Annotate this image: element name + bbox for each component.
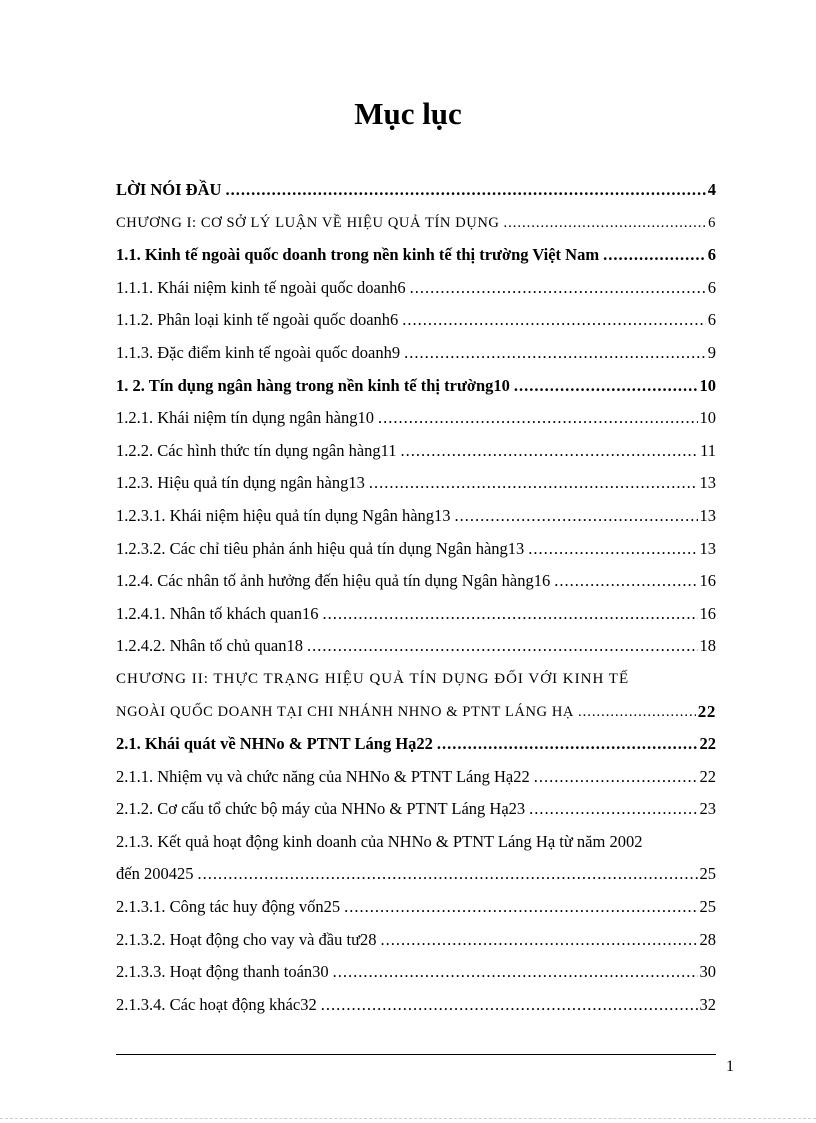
toc-dot-leader	[344, 897, 697, 917]
toc-entry-page: 9	[707, 342, 716, 362]
toc-entry-text: 1.2.4.1. Nhân tố khách quan16	[116, 603, 319, 623]
toc-entry-chapter2-line1[interactable]: CHƯƠNG II: THỰC TRẠNG HIỆU QUẢ TÍN DỤNG ĐỐI VỚI KINH TẾ	[116, 670, 630, 687]
toc-entry-text: 1.2.4.2. Nhân tố chủ quan18	[116, 636, 303, 656]
toc-entry[interactable]	[116, 180, 716, 213]
toc-entry-page: 6	[707, 310, 716, 330]
toc-entry-page: 13	[699, 505, 716, 525]
toc-entry-page: 25	[699, 897, 716, 917]
toc-entry[interactable]	[116, 767, 716, 800]
toc-entry-text: NGOÀI QUỐC DOANH TẠI CHI NHÁNH NHNO & PTNT LÁNG HẠ	[116, 703, 574, 720]
toc-dot-leader	[323, 604, 698, 624]
toc-entry-page: 13	[699, 538, 716, 558]
toc-entry-text: 2.1.3.3. Hoạt động thanh toán30	[116, 962, 329, 982]
toc-entry-page: 6	[707, 245, 716, 265]
toc-entry-page: 4	[707, 180, 716, 199]
toc-entry-page: 13	[699, 473, 716, 493]
toc-dot-leader	[578, 702, 696, 722]
toc-entry-text: 1.2.2. Các hình thức tín dụng ngân hàng11	[116, 440, 397, 460]
page-break-line	[0, 1118, 816, 1119]
toc-dot-leader	[369, 473, 698, 493]
toc-dot-leader	[534, 767, 698, 787]
toc-entry[interactable]	[116, 376, 716, 409]
toc-entry-text: LỜI NÓI ĐẦU	[116, 180, 222, 199]
toc-entry-text: 1.1.3. Đặc điểm kinh tế ngoài quốc doanh9	[116, 342, 401, 362]
toc-entry[interactable]	[116, 962, 716, 995]
toc-entry-text: 1.1. Kinh tế ngoài quốc doanh trong nền kinh tế thị trường Việt Nam	[116, 245, 600, 265]
toc-entry-text: 1.2.3.1. Khái niệm hiệu quả tín dụng Ngân hàng13	[116, 505, 451, 525]
toc-entry[interactable]	[116, 408, 716, 441]
toc-dot-leader	[225, 180, 705, 200]
toc-entry-chapter2-line2[interactable]	[116, 702, 716, 735]
toc-entry-2-1-3-line1[interactable]: 2.1.3. Kết quả hoạt động kinh doanh của NHNo & PTNT Láng Hạ từ năm 2002	[116, 831, 643, 851]
toc-entry-page: 30	[699, 962, 716, 982]
toc-entry-page: 10	[699, 408, 716, 428]
toc-entry-page: 22	[697, 701, 716, 721]
toc-entry[interactable]	[116, 897, 716, 930]
toc-entry-text: 1.1.2. Phân loại kinh tế ngoài quốc doanh6	[116, 310, 399, 330]
toc-dot-leader	[455, 506, 698, 526]
toc-entry-page: 22	[699, 766, 716, 786]
toc-entry-text: 2.1.2. Cơ cấu tổ chức bộ máy của NHNo & PTNT Láng Hạ23	[116, 799, 526, 819]
toc-entry[interactable]	[116, 441, 716, 474]
toc-dot-leader	[401, 441, 699, 461]
toc-entry[interactable]	[116, 310, 716, 343]
toc-dot-leader	[402, 310, 705, 330]
toc-entry[interactable]	[116, 473, 716, 506]
toc-entry[interactable]	[116, 604, 716, 637]
toc-entry-page: 6	[707, 277, 716, 297]
toc-entry-text: đến 200425	[116, 864, 194, 884]
toc-entry[interactable]	[116, 213, 716, 246]
toc-entry[interactable]	[116, 636, 716, 669]
toc-entry-2-1-3-line2[interactable]	[116, 864, 716, 897]
toc-entry-text: 1.1.1. Khái niệm kinh tế ngoài quốc doanh6	[116, 277, 406, 297]
toc-entry-page: 18	[699, 636, 716, 656]
toc-entry[interactable]	[116, 278, 716, 311]
toc-entry-text: 2.1.3.2. Hoạt động cho vay và đầu tư28	[116, 929, 377, 949]
toc-entry[interactable]	[116, 343, 716, 376]
toc-entry-page: 16	[699, 603, 716, 623]
toc-entry[interactable]	[116, 245, 716, 278]
toc-entry-page: 28	[699, 929, 716, 949]
toc-dot-leader	[333, 962, 698, 982]
toc-entry[interactable]	[116, 734, 716, 767]
toc-entry-page: 22	[699, 734, 716, 754]
toc-dot-leader	[404, 343, 706, 363]
toc-dot-leader	[197, 864, 697, 884]
toc-entry-text: 2.1.1. Nhiệm vụ và chức năng của NHNo & PTNT Láng Hạ22	[116, 766, 530, 786]
toc-entry-text: CHƯƠNG I: CƠ SỞ LÝ LUẬN VỀ HIỆU QUẢ TÍN DỤNG	[116, 214, 500, 231]
page-number: 1	[726, 1058, 734, 1075]
toc-dot-leader	[529, 799, 697, 819]
toc-dot-leader	[503, 213, 706, 233]
table-of-contents	[116, 180, 716, 1027]
toc-entry-page: 6	[708, 214, 716, 231]
toc-dot-leader	[603, 245, 706, 265]
toc-entry-text: 1.2.4. Các nhân tố ảnh hưởng đến hiệu quả tín dụng Ngân hàng16	[116, 571, 551, 591]
toc-entry[interactable]	[116, 995, 716, 1028]
toc-dot-leader	[307, 636, 698, 656]
toc-entry-page: 16	[699, 571, 716, 591]
toc-entry-page: 10	[699, 375, 716, 395]
toc-entry-page: 25	[699, 864, 716, 884]
toc-entry-page: 23	[699, 799, 716, 819]
toc-entry-text: 1.2.3. Hiệu quả tín dụng ngân hàng13	[116, 473, 365, 493]
toc-dot-leader	[378, 408, 697, 428]
toc-dot-leader	[321, 995, 698, 1015]
toc-entry-text: 1.2.1. Khái niệm tín dụng ngân hàng10	[116, 408, 375, 428]
toc-entry[interactable]	[116, 799, 716, 832]
toc-entry-text: 2.1.3.4. Các hoạt động khác32	[116, 994, 317, 1014]
footer-divider	[116, 1054, 716, 1055]
toc-entry-page: 11	[700, 440, 716, 460]
toc-dot-leader	[437, 734, 698, 754]
toc-entry[interactable]	[116, 930, 716, 963]
toc-entry[interactable]	[116, 539, 716, 572]
toc-entry-text: 2.1. Khái quát về NHNo & PTNT Láng Hạ22	[116, 734, 433, 754]
toc-entry-page: 32	[699, 994, 716, 1014]
toc-entry-text: 1.2.3.2. Các chỉ tiêu phản ánh hiệu quả tín dụng Ngân hàng13	[116, 538, 525, 558]
toc-dot-leader	[528, 539, 697, 559]
toc-dot-leader	[381, 930, 698, 950]
toc-entry[interactable]	[116, 571, 716, 604]
page-title: Mục lục	[354, 96, 462, 131]
toc-entry[interactable]	[116, 506, 716, 539]
toc-entry-text: 1. 2. Tín dụng ngân hàng trong nền kinh tế thị trường10	[116, 375, 510, 395]
toc-dot-leader	[514, 376, 698, 396]
toc-dot-leader	[554, 571, 697, 591]
toc-dot-leader	[410, 278, 706, 298]
toc-entry-text: 2.1.3.1. Công tác huy động vốn25	[116, 897, 341, 917]
